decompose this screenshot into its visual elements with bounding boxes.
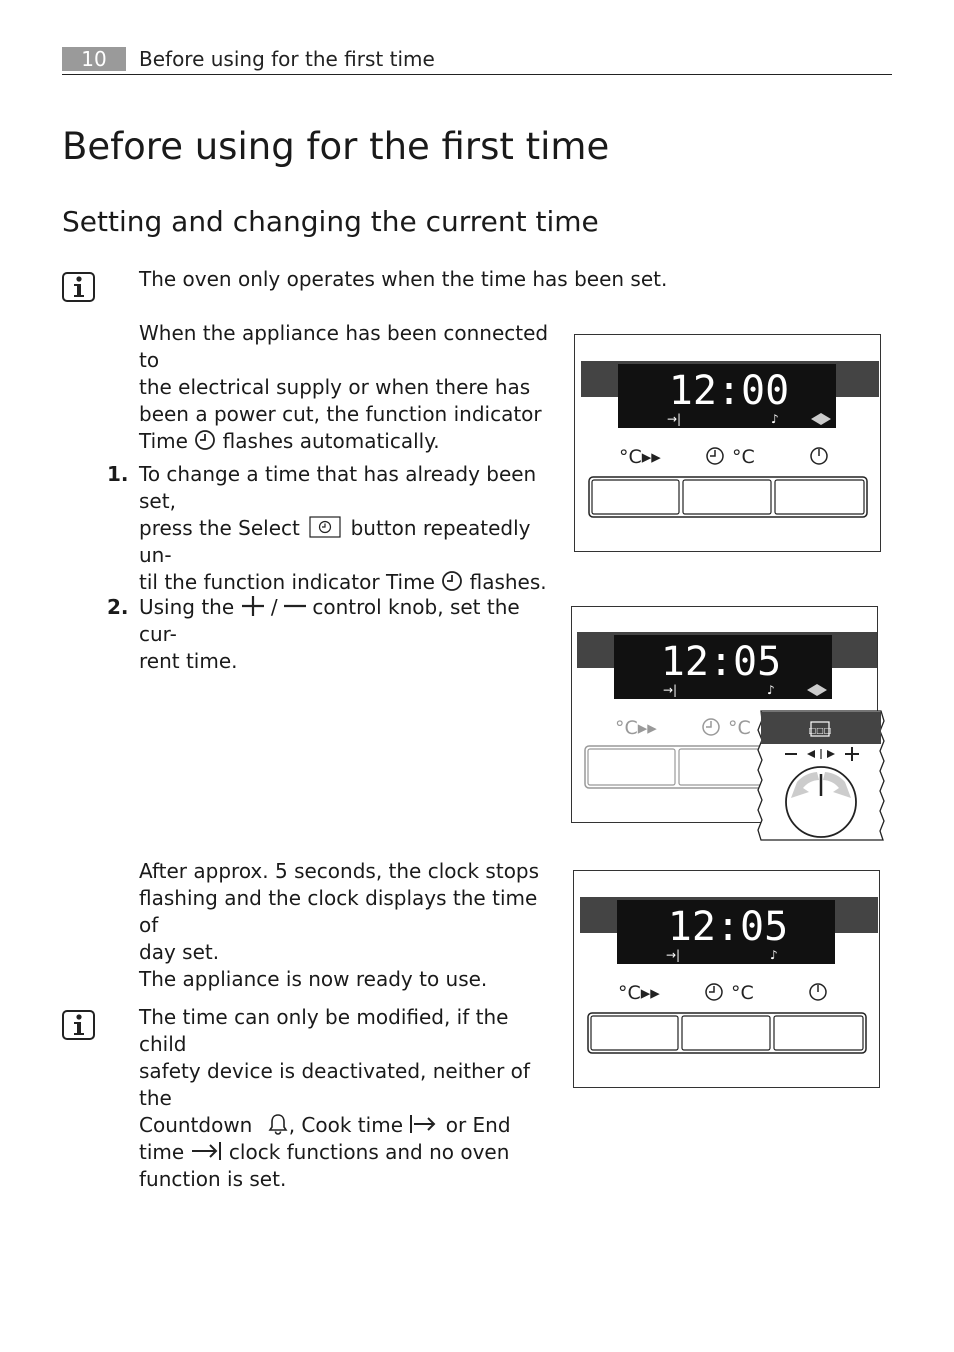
svg-text:□□□: □□□	[808, 726, 832, 735]
step-text: til the function indicator Time	[139, 570, 435, 594]
preheat-label-icon: °C▸▸	[619, 446, 661, 468]
step-number: 2.	[107, 595, 129, 619]
clock-icon	[194, 429, 216, 451]
note-line: safety device is deactivated, neither of the	[139, 1059, 530, 1110]
page-title: Before using for the first time	[62, 125, 610, 168]
temp-indicator-icon: °C	[836, 935, 847, 945]
cook-time-indicator-icon: |→|	[594, 948, 613, 962]
note-text: clock functions and no oven	[228, 1140, 510, 1164]
info-icon	[62, 1010, 95, 1040]
bell-indicator-icon: ♪	[767, 683, 775, 697]
ready-text: The appliance is now ready to use.	[139, 967, 488, 991]
end-time-indicator-icon: →|	[663, 683, 678, 697]
step-line	[139, 594, 559, 648]
step-line: To change a time that has already been set,	[139, 462, 537, 513]
control-panel-knob-illustration	[571, 606, 887, 846]
step-line	[139, 569, 559, 596]
intro-line: been a power cut, the function indicator	[139, 402, 542, 426]
temp-label: °C	[732, 446, 755, 468]
step-line	[139, 515, 559, 569]
step-text: flashes.	[469, 570, 547, 594]
after-paragraph	[139, 858, 559, 966]
temp-label: °C	[728, 717, 751, 739]
intro-line: the electrical supply or when there has	[139, 375, 531, 399]
note-child-safety	[139, 1004, 559, 1193]
step-text: Using the	[139, 595, 235, 619]
button-strip	[588, 1013, 866, 1053]
display-time: 12:05	[660, 639, 782, 685]
control-panel-illustration	[574, 334, 881, 552]
temp-indicator-icon: °C	[837, 399, 848, 409]
end-time-indicator-icon: →|	[667, 412, 682, 426]
control-panel-illustration	[573, 870, 880, 1088]
step-number: 1.	[107, 462, 129, 486]
clock-icon	[441, 570, 463, 592]
running-title: Before using for the first time	[139, 47, 435, 71]
step2-text	[139, 594, 559, 675]
preheat-indicator-icon: °C▸▸	[594, 936, 614, 946]
step-text: press the Select	[139, 516, 300, 540]
step-text: control knob, set the cur-	[139, 595, 520, 646]
step-line: rent time.	[139, 649, 238, 673]
intro-line	[139, 428, 559, 455]
note-line: function is set.	[139, 1167, 287, 1191]
temp-indicator-icon: °C	[833, 670, 844, 680]
info-icon	[62, 272, 95, 302]
intro-flashes-text: flashes automatically.	[222, 429, 440, 453]
note-text: , Cook time	[288, 1113, 403, 1137]
after-line: After approx. 5 seconds, the clock stops	[139, 859, 540, 883]
end-time-icon	[191, 1140, 223, 1162]
plus-icon	[241, 595, 265, 617]
intro-paragraph	[139, 320, 559, 455]
cook-time-indicator-icon: |→|	[591, 683, 610, 697]
note-operates: The oven only operates when the time has been set.	[139, 267, 668, 291]
header-rule	[62, 74, 892, 75]
preheat-label-icon: °C▸▸	[618, 982, 660, 1004]
after-line: day set.	[139, 940, 220, 964]
note-text: Countdown	[139, 1113, 253, 1137]
after-line: flashing and the clock displays the time of	[139, 886, 538, 937]
temp-label: °C	[731, 982, 754, 1004]
button-strip	[585, 746, 785, 788]
note-text: time	[139, 1140, 185, 1164]
step1-text	[139, 461, 559, 596]
display-time: 12:05	[667, 904, 789, 950]
intro-time-label: Time	[139, 429, 188, 453]
note-line	[139, 1112, 559, 1139]
note-line: The time can only be modified, if the child	[139, 1005, 509, 1056]
select-button-icon	[309, 516, 341, 538]
intro-line: When the appliance has been connected to	[139, 321, 549, 372]
step-separator: /	[270, 595, 278, 619]
note-text: or End	[445, 1113, 511, 1137]
preheat-indicator-icon: °C▸▸	[591, 671, 611, 681]
section-title: Setting and changing the current time	[62, 205, 599, 238]
cook-time-icon	[409, 1113, 439, 1135]
note-line	[139, 1139, 559, 1166]
page-number: 10	[62, 47, 126, 71]
cook-time-indicator-icon: |→|	[595, 412, 614, 426]
display-time: 12:00	[668, 368, 790, 414]
step-text: button repeatedly un-	[139, 516, 531, 567]
button-strip	[589, 477, 867, 517]
bell-indicator-icon: ♪	[770, 948, 778, 962]
bell-icon	[267, 1113, 289, 1135]
minus-icon	[284, 595, 306, 617]
preheat-indicator-icon: °C▸▸	[595, 400, 615, 410]
preheat-label-icon: °C▸▸	[615, 717, 657, 739]
bell-indicator-icon: ♪	[771, 412, 779, 426]
end-time-indicator-icon: →|	[666, 948, 681, 962]
